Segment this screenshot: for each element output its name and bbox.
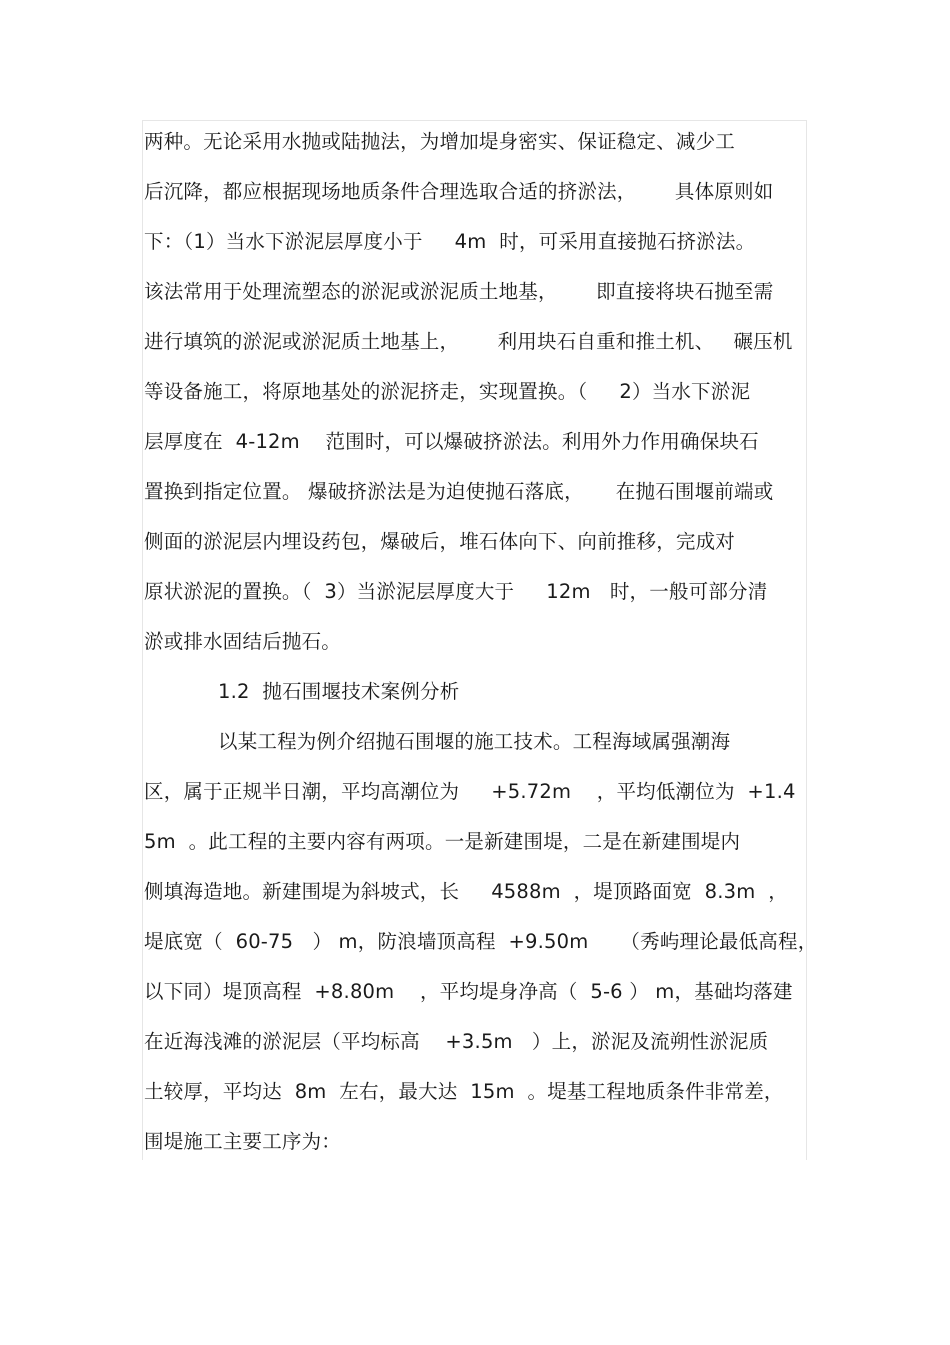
text-line: 土较厚，平均达 8m 左右，最大达 15m 。堤基工程地质条件非常差， — [144, 1080, 784, 1103]
text-line: 围堤施工主要工序为： — [144, 1130, 342, 1153]
section-heading: 1.2 抛石围堰技术案例分析 — [218, 680, 460, 703]
text-line: 以下同）堤顶高程 +8.80m ，平均堤身净高（ 5-6 ） m，基础均落建 — [144, 980, 793, 1003]
text-line: 后沉降，都应根据现场地质条件合理选取合适的挤淤法， 具体原则如 — [144, 180, 774, 203]
text-line: 下：（1）当水下淤泥层厚度小于 4m 时，可采用直接抛石挤淤法。 — [144, 230, 756, 253]
text-line: 在近海浅滩的淤泥层（平均标高 +3.5m ）上，淤泥及流朔性淤泥质 — [144, 1030, 769, 1053]
text-line: 该法常用于处理流塑态的淤泥或淤泥质土地基， 即直接将块石抛至需 — [144, 280, 774, 303]
text-line: 堤底宽（ 60-75 ） m，防浪墙顶高程 +9.50m （秀屿理论最低高程， — [144, 930, 818, 953]
text-line: 区，属于正规半日潮，平均高潮位为 +5.72m ，平均低潮位为 +1.4 — [144, 780, 796, 803]
document-body — [144, 117, 824, 1167]
text-line: 侧填海造地。新建围堤为斜坡式，长 4588m ，堤顶路面宽 8.3m ， — [144, 880, 788, 903]
text-line: 等设备施工，将原地基处的淤泥挤走，实现置换。（ 2）当水下淤泥 — [144, 380, 751, 403]
text-line: 层厚度在 4-12m 范围时，可以爆破挤淤法。利用外力作用确保块石 — [144, 430, 759, 453]
text-line: 进行填筑的淤泥或淤泥质土地基上， 利用块石自重和推土机、 碾压机 — [144, 330, 793, 353]
text-line: 淤或排水固结后抛石。 — [144, 630, 342, 653]
text-line: 置换到指定位置。 爆破挤淤法是为迫使抛石落底， 在抛石围堰前端或 — [144, 480, 774, 503]
text-line: 5m 。此工程的主要内容有两项。一是新建围堤，二是在新建围堤内 — [144, 830, 741, 853]
text-line: 两种。无论采用水抛或陆抛法，为增加堤身密实、保证稳定、减少工 — [144, 130, 736, 153]
text-line: 原状淤泥的置换。（ 3）当淤泥层厚度大于 12m 时，一般可部分清 — [144, 580, 768, 603]
paragraph-first-line: 以某工程为例介绍抛石围堰的施工技术。工程海域属强潮海 — [218, 730, 731, 753]
text-line: 侧面的淤泥层内埋设药包，爆破后，堆石体向下、向前推移，完成对 — [144, 530, 736, 553]
